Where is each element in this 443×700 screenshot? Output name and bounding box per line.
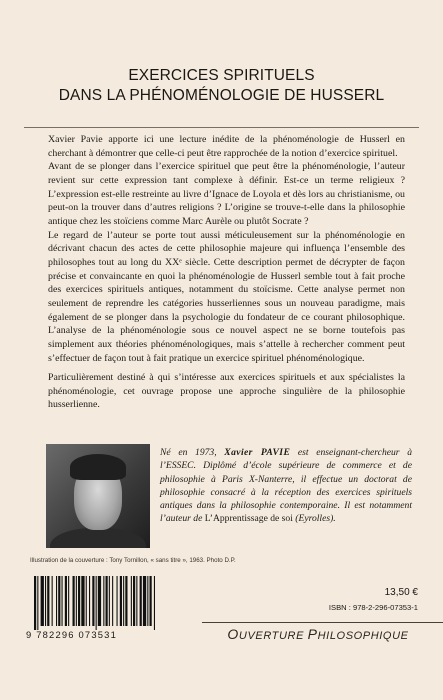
barcode-bar bbox=[65, 576, 67, 626]
barcode-bar bbox=[37, 576, 38, 630]
bio-text: est enseignant-chercheur à l’ESSEC. Diplômé d’école supérieure de commerce et de philosophie à Paris X-Nanterre, il effectue un doctorat de philosophie consacré à la réception des exercices spirituels antiques dans la philosophie contemporaine. Il est notamment l’auteur de bbox=[160, 447, 412, 525]
barcode-bar bbox=[45, 576, 46, 626]
barcode-bar bbox=[34, 576, 36, 630]
blurb-paragraph-1: Xavier Pavie apporte ici une lecture inédite de la phénoménologie de Husserl en cherchant à démontrer que celle-ci peut être rapprochée de la notion d’exercice spirituel. bbox=[48, 134, 405, 159]
photo-shoulders bbox=[50, 528, 146, 548]
barcode-bar bbox=[96, 576, 97, 630]
barcode-bar bbox=[86, 576, 87, 626]
barcode-bar bbox=[56, 576, 57, 626]
barcode-bar bbox=[125, 576, 127, 626]
blurb bbox=[48, 133, 405, 412]
bio-suffix: (Eyrolles). bbox=[292, 513, 336, 525]
blurb-paragraph-3: Le regard de l’auteur se porte tout aussi méticuleusement sur la phénoménologie en décrivant chacun des actes de cette philosophie majeure qui influença l’ensemble des philosophes tout au long du XXᵉ siècle. Cette description permet de décrypter de façon précise et convaincante en quoi la phénoménologie de Husserl semble tout à fait proche des exercices spirituels antiques, notamment du stoïcisme. Cette analyse permet non seulement de reprendre les catégories husserliennes sous un nouveau paradigme, mais également de se plonger dans la psychologie du fondateur de ce courant philosophique. L’analyse de la phénoménologie sous ce nouvel aspect ne se borne toutefois pas simplement aux théories phénoménologiques, mais s’attelle à rechercher comment peut s’effectuer de façon tout à fait pratique un exercice spirituel phénoménologique. bbox=[48, 229, 405, 364]
price: 13,50 € bbox=[384, 587, 418, 598]
barcode-bar bbox=[123, 576, 124, 626]
barcode-bar bbox=[112, 576, 113, 626]
barcode-bar bbox=[140, 576, 142, 626]
barcode-bar bbox=[136, 576, 137, 626]
title-line-1: EXERCICES SPIRITUELS bbox=[128, 67, 315, 84]
book-title bbox=[20, 66, 423, 106]
barcode-bars bbox=[26, 576, 196, 630]
collection-p: P bbox=[307, 626, 318, 642]
blurb-paragraph-2: Avant de se plonger dans l’exercice spirituel que peut être la phénoménologie, l’auteur revient sur cette expression tant complexe à définir. Est-ce un terme religieux ? L’expression est-elle restreinte au livre d’Ignace de Loyola et dès lors au christianisme, ou peut-on la trouver dans d’autres religions ? L’origine se trouve-t-elle dans la philosophie antique chez les stoïciens comme Marc Aurèle ou plutôt Socrate ? bbox=[48, 161, 405, 227]
barcode-bar bbox=[131, 576, 132, 626]
barcode-bar bbox=[73, 576, 75, 626]
barcode-bar bbox=[143, 576, 146, 626]
collection-name bbox=[200, 626, 436, 642]
collection-rule bbox=[202, 622, 443, 623]
photo-hair bbox=[70, 454, 126, 480]
barcode-bar bbox=[117, 576, 118, 626]
bio-prefix: Né en 1973, bbox=[160, 447, 225, 458]
barcode-bar bbox=[41, 576, 44, 626]
cover-credit: Illustration de la couverture : Tony Tornillon, « sans titre », 1963. Photo D.P. bbox=[30, 557, 236, 564]
author-bio bbox=[160, 446, 412, 526]
barcode bbox=[26, 576, 196, 634]
barcode-bar bbox=[106, 576, 108, 626]
barcode-bar bbox=[62, 576, 63, 626]
title-divider bbox=[24, 127, 419, 128]
barcode-bar bbox=[58, 576, 60, 626]
barcode-bar bbox=[120, 576, 122, 626]
barcode-bar bbox=[68, 576, 69, 626]
collection-o: O bbox=[227, 626, 239, 642]
collection-hilosophique: HILOSOPHIQUE bbox=[317, 630, 409, 642]
barcode-bar bbox=[47, 576, 49, 626]
barcode-bar bbox=[89, 576, 90, 626]
barcode-bar bbox=[92, 576, 94, 626]
author-name: Xavier PAVIE bbox=[224, 447, 291, 458]
barcode-bar bbox=[150, 576, 152, 626]
title-line-2: DANS LA PHÉNOMÉNOLOGIE DE HUSSERL bbox=[58, 87, 385, 104]
author-photo bbox=[46, 444, 150, 548]
bio-work-title: L’Apprentissage de soi bbox=[204, 513, 293, 525]
barcode-bar bbox=[133, 576, 135, 626]
barcode-bar bbox=[147, 576, 148, 626]
isbn: ISBN : 978-2-296-07353-1 bbox=[328, 603, 418, 612]
barcode-bar bbox=[103, 576, 104, 626]
barcode-bar bbox=[52, 576, 53, 626]
collection-uverture: UVERTURE bbox=[238, 630, 308, 642]
barcode-digits: 9 782296 073531 bbox=[26, 629, 117, 640]
barcode-bar bbox=[109, 576, 110, 626]
blurb-paragraph-4: Particulièrement destiné à qui s’intéresse aux exercices spirituels et aux spécialistes la phénoménologie, cet ouvrage propose une approche singulière de la philosophie husserlienne. bbox=[48, 372, 405, 411]
barcode-bar bbox=[154, 576, 155, 630]
barcode-bar bbox=[98, 576, 101, 626]
barcode-bar bbox=[81, 576, 84, 626]
barcode-bar bbox=[76, 576, 77, 626]
barcode-bar bbox=[78, 576, 80, 626]
